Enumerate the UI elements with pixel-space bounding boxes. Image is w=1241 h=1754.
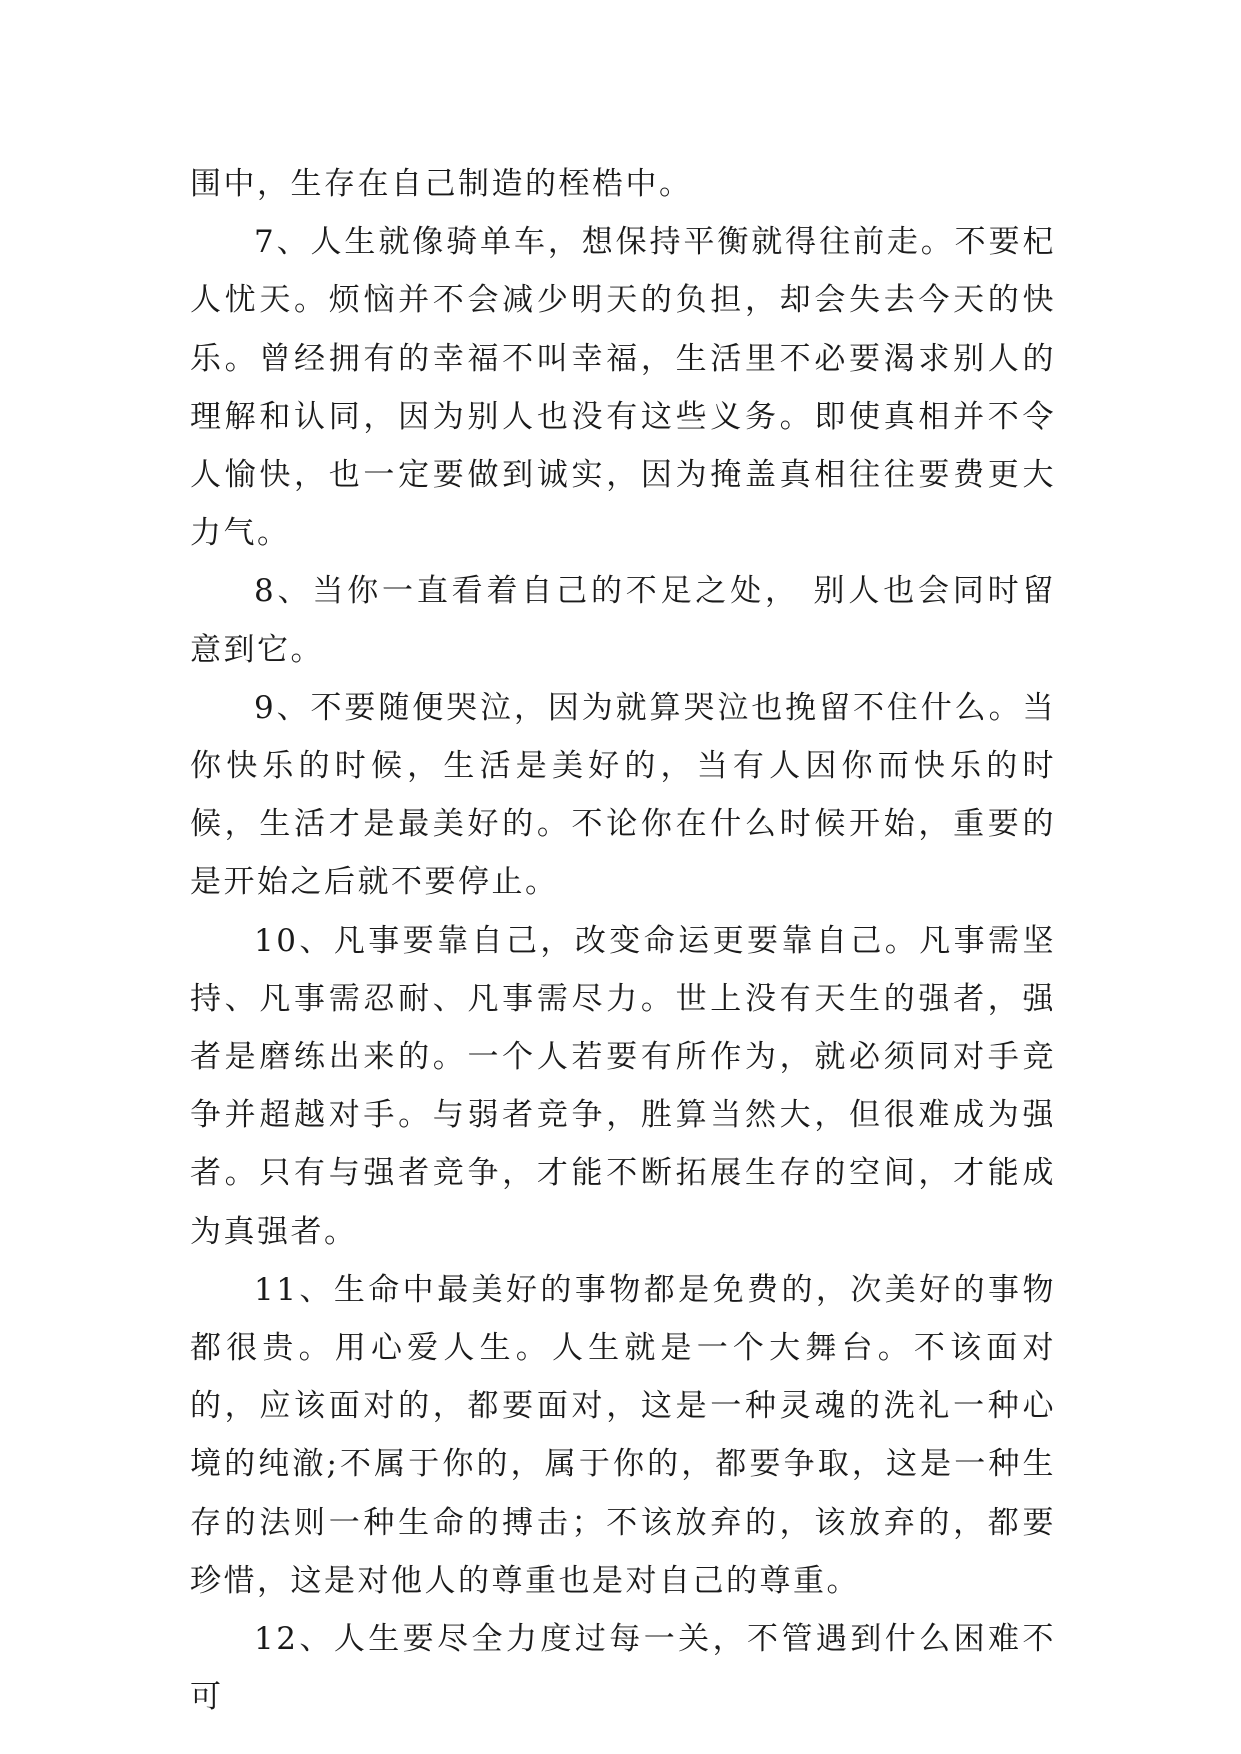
paragraph-continued: 围中，生存在自己制造的桎梏中。	[190, 166, 693, 202]
paragraph-12: 12、人生要尽全力度过每一关，不管遇到什么困难不可	[190, 1621, 1056, 1716]
paragraph-10: 10、凡事要靠自己，改变命运更要靠自己。凡事需坚持、凡事需忍耐、凡事需尽力。世上没有天生的强者，强者是磨练出来的。一个人若要有所作为，就必须同对手竞争并超越对手。与弱者竞争，胜算当然大，但很难成为强者。只有与强者竞争，才能不断拓展生存的空间，才能成为真强者。	[190, 922, 1056, 1250]
paragraph-9: 9、不要随便哭泣，因为就算哭泣也挽留不住什么。当你快乐的时候，生活是美好的，当有人因你而快乐的时候，生活才是最美好的。不论你在什么时候开始，重要的是开始之后就不要停止。	[190, 689, 1056, 901]
document-body	[190, 155, 1056, 1726]
paragraph-7: 7、人生就像骑单车，想保持平衡就得往前走。不要杞人忧天。烦恼并不会减少明天的负担，却会失去今天的快乐。曾经拥有的幸福不叫幸福，生活里不必要渴求别人的理解和认同，因为别人也没有这些义务。即使真相并不令人愉快，也一定要做到诚实，因为掩盖真相往往要费更大力气。	[190, 224, 1056, 552]
paragraph-8: 8、当你一直看着自己的不足之处， 别人也会同时留意到它。	[190, 573, 1056, 668]
paragraph-11: 11、生命中最美好的事物都是免费的，次美好的事物都很贵。用心爱人生。人生就是一个大舞台。不该面对的，应该面对的，都要面对，这是一种灵魂的洗礼一种心境的纯澈;不属于你的，属于你的，都要争取，这是一种生存的法则一种生命的搏击；不该放弃的，该放弃的，都要珍惜，这是对他人的尊重也是对自己的尊重。	[190, 1271, 1056, 1599]
